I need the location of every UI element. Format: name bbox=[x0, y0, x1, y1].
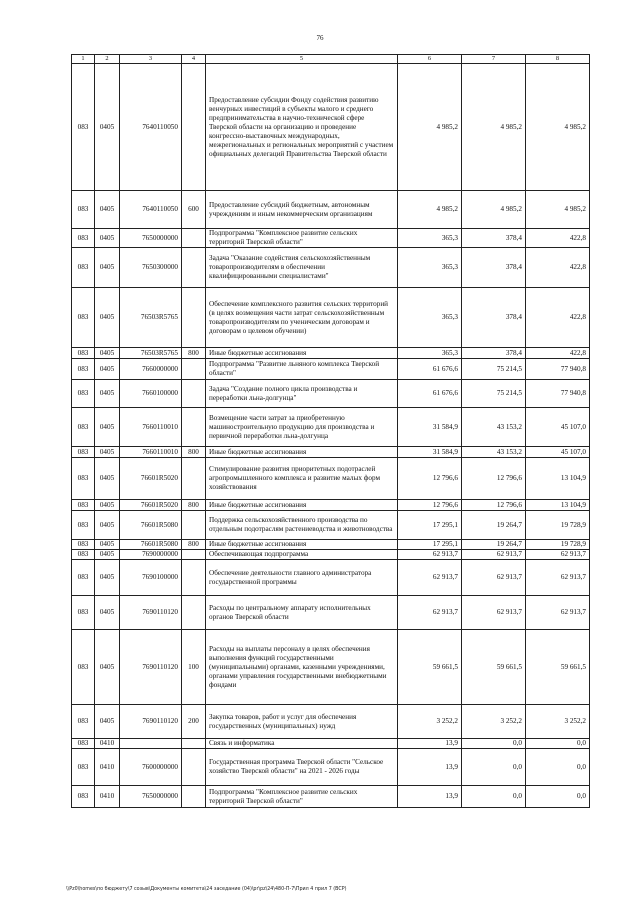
section-cell: 0405 bbox=[95, 560, 120, 596]
expense-type-cell bbox=[182, 560, 206, 596]
value-2023-cell: 0,0 bbox=[526, 749, 590, 786]
table-row bbox=[72, 248, 590, 288]
expense-type-cell bbox=[182, 550, 206, 560]
code-cell: 083 bbox=[72, 550, 95, 560]
expense-type-cell: 800 bbox=[182, 540, 206, 550]
value-2021-cell: 12 796,6 bbox=[398, 458, 462, 500]
description-cell: Расходы на выплаты персоналу в целях обеспечения выполнения функций государственными (муниципальными) органами, казенными учреждениями, органами управления государственными внебюджетными фондами bbox=[206, 630, 398, 705]
code-cell: 083 bbox=[72, 749, 95, 786]
value-2021-cell: 17 295,1 bbox=[398, 511, 462, 540]
value-2021-cell: 12 796,6 bbox=[398, 500, 462, 511]
expense-type-cell: 800 bbox=[182, 447, 206, 458]
description-cell: Обеспечивающая подпрограмма bbox=[206, 550, 398, 560]
budget-table bbox=[71, 54, 590, 808]
description-cell: Поддержка сельскохозяйственного производства по отдельным подотраслям растениеводства и животноводства bbox=[206, 511, 398, 540]
table-row bbox=[72, 64, 590, 191]
code-cell: 083 bbox=[72, 408, 95, 447]
header-cell: 2 bbox=[95, 55, 120, 64]
target-article-cell: 76601R5080 bbox=[120, 540, 182, 550]
section-cell: 0405 bbox=[95, 550, 120, 560]
target-article-cell bbox=[120, 739, 182, 749]
value-2021-cell: 62 913,7 bbox=[398, 596, 462, 630]
value-2021-cell: 31 584,9 bbox=[398, 447, 462, 458]
value-2023-cell: 62 913,7 bbox=[526, 550, 590, 560]
value-2023-cell: 422,8 bbox=[526, 288, 590, 348]
table-row bbox=[72, 630, 590, 705]
target-article-cell: 76503R5765 bbox=[120, 288, 182, 348]
code-cell: 083 bbox=[72, 511, 95, 540]
code-cell: 083 bbox=[72, 64, 95, 191]
value-2021-cell: 62 913,7 bbox=[398, 560, 462, 596]
section-cell: 0405 bbox=[95, 380, 120, 408]
table-row bbox=[72, 749, 590, 786]
value-2023-cell: 19 728,9 bbox=[526, 511, 590, 540]
value-2022-cell: 62 913,7 bbox=[462, 596, 526, 630]
target-article-cell: 7640110050 bbox=[120, 64, 182, 191]
file-path-footer: \\Pz0\homes\по бюджету\7 созыв\Документы комитета\24 заседание (04)\pr\pz\24\480-П-7\Прил 4 прил 7 (ВСР) bbox=[66, 887, 347, 892]
value-2023-cell: 62 913,7 bbox=[526, 560, 590, 596]
value-2022-cell: 378,4 bbox=[462, 229, 526, 248]
value-2021-cell: 61 676,6 bbox=[398, 380, 462, 408]
value-2021-cell: 17 295,1 bbox=[398, 540, 462, 550]
table-row bbox=[72, 739, 590, 749]
header-cell: 6 bbox=[398, 55, 462, 64]
table-row bbox=[72, 348, 590, 359]
section-cell: 0410 bbox=[95, 749, 120, 786]
value-2022-cell: 0,0 bbox=[462, 749, 526, 786]
page-number: 76 bbox=[316, 34, 324, 42]
section-cell: 0410 bbox=[95, 786, 120, 808]
value-2023-cell: 13 104,9 bbox=[526, 458, 590, 500]
value-2021-cell: 365,3 bbox=[398, 229, 462, 248]
code-cell: 083 bbox=[72, 248, 95, 288]
section-cell: 0405 bbox=[95, 500, 120, 511]
value-2022-cell: 378,4 bbox=[462, 248, 526, 288]
code-cell: 083 bbox=[72, 739, 95, 749]
description-cell: Расходы по центральному аппарату исполнительных органов Тверской области bbox=[206, 596, 398, 630]
table-row bbox=[72, 511, 590, 540]
target-article-cell: 7660110010 bbox=[120, 408, 182, 447]
table-row bbox=[72, 191, 590, 229]
value-2022-cell: 43 153,2 bbox=[462, 447, 526, 458]
code-cell: 083 bbox=[72, 458, 95, 500]
section-cell: 0410 bbox=[95, 739, 120, 749]
code-cell: 083 bbox=[72, 630, 95, 705]
section-cell: 0405 bbox=[95, 359, 120, 380]
description-cell: Связь и информатика bbox=[206, 739, 398, 749]
target-article-cell: 7660000000 bbox=[120, 359, 182, 380]
value-2022-cell: 378,4 bbox=[462, 348, 526, 359]
expense-type-cell bbox=[182, 749, 206, 786]
description-cell: Иные бюджетные ассигнования bbox=[206, 447, 398, 458]
target-article-cell: 7600000000 bbox=[120, 749, 182, 786]
section-cell: 0405 bbox=[95, 408, 120, 447]
value-2021-cell: 13,9 bbox=[398, 749, 462, 786]
value-2023-cell: 4 985,2 bbox=[526, 191, 590, 229]
header-cell: 1 bbox=[72, 55, 95, 64]
expense-type-cell bbox=[182, 511, 206, 540]
target-article-cell: 7690110120 bbox=[120, 705, 182, 739]
code-cell: 083 bbox=[72, 596, 95, 630]
description-cell: Задача "Оказание содействия сельскохозяйственным товаропроизводителям в обеспечении квалифицированными специалистами" bbox=[206, 248, 398, 288]
code-cell: 083 bbox=[72, 359, 95, 380]
expense-type-cell: 800 bbox=[182, 348, 206, 359]
value-2021-cell: 365,3 bbox=[398, 348, 462, 359]
expense-type-cell bbox=[182, 380, 206, 408]
expense-type-cell bbox=[182, 596, 206, 630]
header-cell: 5 bbox=[206, 55, 398, 64]
value-2023-cell: 45 107,0 bbox=[526, 408, 590, 447]
expense-type-cell bbox=[182, 288, 206, 348]
table-row bbox=[72, 500, 590, 511]
table-row bbox=[72, 288, 590, 348]
description-cell: Обеспечение комплексного развития сельских территорий (в целях возмещения части затрат сельскохозяйственным товаропроизводителям по ученическим договорам и договорам о целевом обучении) bbox=[206, 288, 398, 348]
description-cell: Возмещение части затрат за приобретенную машиностроительную продукцию для производства и первичной переработки льна-долгунца bbox=[206, 408, 398, 447]
value-2023-cell: 422,8 bbox=[526, 248, 590, 288]
expense-type-cell bbox=[182, 739, 206, 749]
value-2021-cell: 4 985,2 bbox=[398, 64, 462, 191]
code-cell: 083 bbox=[72, 380, 95, 408]
section-cell: 0405 bbox=[95, 348, 120, 359]
section-cell: 0405 bbox=[95, 229, 120, 248]
table-row bbox=[72, 550, 590, 560]
table-row bbox=[72, 408, 590, 447]
value-2023-cell: 45 107,0 bbox=[526, 447, 590, 458]
expense-type-cell bbox=[182, 64, 206, 191]
value-2022-cell: 19 264,7 bbox=[462, 540, 526, 550]
header-cell: 7 bbox=[462, 55, 526, 64]
table-row bbox=[72, 560, 590, 596]
code-cell: 083 bbox=[72, 191, 95, 229]
expense-type-cell: 100 bbox=[182, 630, 206, 705]
section-cell: 0405 bbox=[95, 458, 120, 500]
expense-type-cell: 800 bbox=[182, 500, 206, 511]
value-2022-cell: 75 214,5 bbox=[462, 359, 526, 380]
value-2022-cell: 59 661,5 bbox=[462, 630, 526, 705]
section-cell: 0405 bbox=[95, 596, 120, 630]
value-2023-cell: 77 940,8 bbox=[526, 380, 590, 408]
value-2023-cell: 3 252,2 bbox=[526, 705, 590, 739]
value-2022-cell: 62 913,7 bbox=[462, 560, 526, 596]
value-2021-cell: 3 252,2 bbox=[398, 705, 462, 739]
code-cell: 083 bbox=[72, 229, 95, 248]
section-cell: 0405 bbox=[95, 540, 120, 550]
value-2021-cell: 31 584,9 bbox=[398, 408, 462, 447]
value-2022-cell: 4 985,2 bbox=[462, 64, 526, 191]
target-article-cell: 76601R5020 bbox=[120, 500, 182, 511]
value-2021-cell: 4 985,2 bbox=[398, 191, 462, 229]
table-row bbox=[72, 380, 590, 408]
value-2023-cell: 0,0 bbox=[526, 786, 590, 808]
table-header-row bbox=[72, 55, 590, 64]
description-cell: Иные бюджетные ассигнования bbox=[206, 540, 398, 550]
description-cell: Стимулирование развития приоритетных подотраслей агропромышленного комплекса и развитие малых форм хозяйствования bbox=[206, 458, 398, 500]
expense-type-cell bbox=[182, 786, 206, 808]
description-cell: Подпрограмма "Комплексное развитие сельских территорий Тверской области" bbox=[206, 229, 398, 248]
value-2022-cell: 378,4 bbox=[462, 288, 526, 348]
description-cell: Обеспечение деятельности главного администратора государственной программы bbox=[206, 560, 398, 596]
section-cell: 0405 bbox=[95, 64, 120, 191]
value-2021-cell: 365,3 bbox=[398, 248, 462, 288]
code-cell: 083 bbox=[72, 288, 95, 348]
description-cell: Иные бюджетные ассигнования bbox=[206, 500, 398, 511]
code-cell: 083 bbox=[72, 540, 95, 550]
code-cell: 083 bbox=[72, 348, 95, 359]
code-cell: 083 bbox=[72, 560, 95, 596]
section-cell: 0405 bbox=[95, 511, 120, 540]
value-2021-cell: 365,3 bbox=[398, 288, 462, 348]
target-article-cell: 76601R5020 bbox=[120, 458, 182, 500]
description-cell: Предоставление субсидии Фонду содействия развитию венчурных инвестиций в субъекты малого и среднего предпринимательства в научно-технической сфере Тверской области на организацию и проведение конгрессно-выставочных международных, межрегиональных и региональных мероприятий с участием официальных делегаций Правительства Тверской области bbox=[206, 64, 398, 191]
table-row bbox=[72, 229, 590, 248]
description-cell: Государственная программа Тверской области "Сельское хозяйство Тверской области" на 2021 - 2026 годы bbox=[206, 749, 398, 786]
expense-type-cell bbox=[182, 458, 206, 500]
value-2023-cell: 62 913,7 bbox=[526, 596, 590, 630]
value-2022-cell: 19 264,7 bbox=[462, 511, 526, 540]
value-2021-cell: 61 676,6 bbox=[398, 359, 462, 380]
value-2023-cell: 422,8 bbox=[526, 229, 590, 248]
target-article-cell: 7660100000 bbox=[120, 380, 182, 408]
target-article-cell: 7690110120 bbox=[120, 630, 182, 705]
value-2022-cell: 12 796,6 bbox=[462, 500, 526, 511]
code-cell: 083 bbox=[72, 500, 95, 511]
header-cell: 4 bbox=[182, 55, 206, 64]
code-cell: 083 bbox=[72, 786, 95, 808]
section-cell: 0405 bbox=[95, 288, 120, 348]
description-cell: Подпрограмма "Развитие льняного комплекса Тверской области" bbox=[206, 359, 398, 380]
table-row bbox=[72, 359, 590, 380]
value-2023-cell: 19 728,9 bbox=[526, 540, 590, 550]
table-row bbox=[72, 596, 590, 630]
expense-type-cell: 200 bbox=[182, 705, 206, 739]
table-row bbox=[72, 786, 590, 808]
table-row bbox=[72, 705, 590, 739]
description-cell: Задача "Создание полного цикла производства и переработки льна-долгунца" bbox=[206, 380, 398, 408]
value-2021-cell: 62 913,7 bbox=[398, 550, 462, 560]
target-article-cell: 7640110050 bbox=[120, 191, 182, 229]
value-2022-cell: 0,0 bbox=[462, 739, 526, 749]
code-cell: 083 bbox=[72, 705, 95, 739]
table-row bbox=[72, 447, 590, 458]
target-article-cell: 7650000000 bbox=[120, 786, 182, 808]
value-2022-cell: 62 913,7 bbox=[462, 550, 526, 560]
value-2022-cell: 43 153,2 bbox=[462, 408, 526, 447]
value-2022-cell: 75 214,5 bbox=[462, 380, 526, 408]
expense-type-cell bbox=[182, 248, 206, 288]
table-row bbox=[72, 540, 590, 550]
section-cell: 0405 bbox=[95, 447, 120, 458]
table-row bbox=[72, 458, 590, 500]
expense-type-cell bbox=[182, 359, 206, 380]
value-2023-cell: 0,0 bbox=[526, 739, 590, 749]
value-2023-cell: 59 661,5 bbox=[526, 630, 590, 705]
value-2021-cell: 59 661,5 bbox=[398, 630, 462, 705]
target-article-cell: 7690110120 bbox=[120, 596, 182, 630]
target-article-cell: 7650300000 bbox=[120, 248, 182, 288]
target-article-cell: 76601R5080 bbox=[120, 511, 182, 540]
value-2022-cell: 4 985,2 bbox=[462, 191, 526, 229]
expense-type-cell bbox=[182, 229, 206, 248]
target-article-cell: 7660110010 bbox=[120, 447, 182, 458]
target-article-cell: 7650000000 bbox=[120, 229, 182, 248]
header-cell: 3 bbox=[120, 55, 182, 64]
description-cell: Подпрограмма "Комплексное развитие сельских территорий Тверской области" bbox=[206, 786, 398, 808]
value-2023-cell: 4 985,2 bbox=[526, 64, 590, 191]
value-2022-cell: 12 796,6 bbox=[462, 458, 526, 500]
section-cell: 0405 bbox=[95, 630, 120, 705]
value-2023-cell: 422,8 bbox=[526, 348, 590, 359]
code-cell: 083 bbox=[72, 447, 95, 458]
section-cell: 0405 bbox=[95, 248, 120, 288]
target-article-cell: 7690100000 bbox=[120, 560, 182, 596]
expense-type-cell: 600 bbox=[182, 191, 206, 229]
expense-type-cell bbox=[182, 408, 206, 447]
value-2023-cell: 77 940,8 bbox=[526, 359, 590, 380]
section-cell: 0405 bbox=[95, 705, 120, 739]
target-article-cell: 7690000000 bbox=[120, 550, 182, 560]
section-cell: 0405 bbox=[95, 191, 120, 229]
value-2022-cell: 3 252,2 bbox=[462, 705, 526, 739]
target-article-cell: 76503R5765 bbox=[120, 348, 182, 359]
description-cell: Закупка товаров, работ и услуг для обеспечения государственных (муниципальных) нужд bbox=[206, 705, 398, 739]
value-2022-cell: 0,0 bbox=[462, 786, 526, 808]
header-cell: 8 bbox=[526, 55, 590, 64]
value-2021-cell: 13,9 bbox=[398, 786, 462, 808]
value-2023-cell: 13 104,9 bbox=[526, 500, 590, 511]
description-cell: Иные бюджетные ассигнования bbox=[206, 348, 398, 359]
value-2021-cell: 13,9 bbox=[398, 739, 462, 749]
description-cell: Предоставление субсидий бюджетным, автономным учреждениям и иным некоммерческим организациям bbox=[206, 191, 398, 229]
